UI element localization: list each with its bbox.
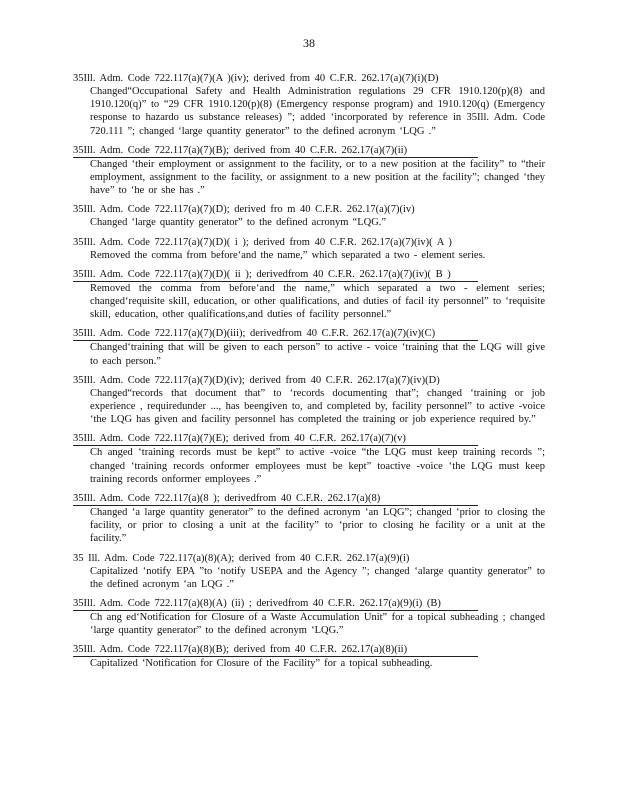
annotation-text: Changed“Occupational Safety and Health Administration regulations 29 CFR 1910.120(p)(8) and 1910.120(q)” to “29 CFR 1910.120(p)(8) (Emergency response program) and 1910.120(q) (Emergency response to hazardo us substance releases) ”; added ‘incorporated by reference in 35Ill. Adm. Code 720.111 ”; changed ‘large quantity generator” to the defined acronym ‘LQG .” (90, 86, 545, 137)
annotation-text: Changed‘training that will be given to each person” to active - voice ‘training that the LQG will give to each person.” (90, 342, 545, 367)
annotation-text: Capitalized ‘notify EPA ”to ‘notify USEPA and the Agency ”; changed ‘alarge quantity generator” to the defined acronym ‘an LQG .” (90, 565, 545, 590)
annotation-entry (73, 236, 545, 262)
annotation-entry (73, 203, 545, 229)
annotation-text: Changed ‘a large quantity generator” to the defined acronym ‘an LQG”; changed ‘prior to closing the facility, or prior to closing a unit at the facility” to ‘prior to closing he facility or a unit at the facility.” (90, 507, 545, 545)
annotation-entry (73, 144, 545, 198)
citation: 35Ill. Adm. Code 722.117(a)(7)(D)(iv); derived from 40 C.F.R. 262.17(a)(7)(iv)(D) (73, 374, 440, 386)
annotation-text: Changed ‘their employment or assignment to the facility, or to a new position at the facility” to “their employment, assignment to the facility, or assignment to a new position at the facility”; changed ‘they have” to ‘he or she has .” (90, 158, 545, 197)
annotation-text: Capitalized ‘Notification for Closure of the Facility” for a topical subheading. (90, 658, 433, 670)
annotation-entry (73, 492, 545, 546)
citation: 35Ill. Adm. Code 722.117(a)(8 ); derivedfrom 40 C.F.R. 262.17(a)(8) (73, 492, 478, 506)
annotation-entry (73, 268, 545, 322)
citation: 35 Ill. Adm. Code 722.117(a)(8)(A); derived from 40 C.F.R. 262.17(a)(9)(i) (73, 552, 410, 564)
citation: 35Ill. Adm. Code 722.117(a)(7)(B); derived from 40 C.F.R. 262.17(a)(7)(ii) (73, 144, 478, 158)
annotation-entry (73, 327, 545, 367)
citation: 35Ill. Adm. Code 722.117(a)(7)(D); derived fro m 40 C.F.R. 262.17(a)(7)(iv) (73, 204, 415, 216)
citation: 35Ill. Adm. Code 722.117(a)(7)(E); derived from 40 C.F.R. 262.17(a)(7)(v) (73, 432, 478, 446)
annotation-entry (73, 72, 545, 138)
annotation-entry (73, 643, 545, 670)
citation: 35Ill. Adm. Code 722.117(a)(8)(B); derived from 40 C.F.R. 262.17(a)(8)(ii) (73, 643, 478, 657)
citation: 35Ill. Adm. Code 722.117(a)(7)(D)( ii ); derivedfrom 40 C.F.R. 262.17(a)(7)(iv)( B ) (73, 268, 478, 282)
annotation-entry (73, 597, 545, 637)
citation: 35Ill. Adm. Code 722.117(a)(8)(A) (ii) ; derivedfrom 40 C.F.R. 262.17(a)(9)(i) (B) (73, 597, 478, 611)
annotation-entry (73, 432, 545, 486)
annotation-text: Changed ‘large quantity generator” to the defined acronym “LQG.” (90, 217, 387, 229)
annotation-text: Removed the comma from before‘and the name,” which separated a two - element series. (90, 249, 486, 261)
annotation-list (73, 72, 545, 677)
citation: 35Ill. Adm. Code 722.117(a)(7)(A )(iv); derived from 40 C.F.R. 262.17(a)(7)(i)(D) (73, 73, 439, 84)
annotation-text: Ch anged ‘training records must be kept” to active -voice “the LQG must keep training records ”; changed ‘training records onformer employees must be kept” toactive -voice ‘the LQG must keep training records onformer employees .” (90, 447, 545, 485)
citation: 35Ill. Adm. Code 722.117(a)(7)(D)(iii); derivedfrom 40 C.F.R. 262.17(a)(7)(iv)(C) (73, 327, 478, 341)
citation: 35Ill. Adm. Code 722.117(a)(7)(D)( i ); derived from 40 C.F.R. 262.17(a)(7)(iv)( A ) (73, 236, 452, 248)
annotation-text: Removed the comma from before‘and the name,” which separated a two - element series; changed‘requisite skill, education, or other qualifications, and duties of facil ity personnel” to ‘requisite skill, education, other qualifications,and duties of facility personnel.” (90, 282, 545, 321)
annotation-text: Changed“records that document that” to ‘records documenting that”; changed ‘training or job experience , requiredunder ..., has beengiven to, and completed by, facility personnel” to active -voice ‘the LQG has given and facility personnel has completed the training or job experience required by.” (90, 387, 545, 426)
annotation-text: Ch ang ed‘Notification for Closure of a Waste Accumulation Unit” for a topical subheading ; changed ‘large quantity generator” to the defined acronym ‘LQG.” (90, 612, 545, 637)
annotation-entry (73, 552, 545, 591)
annotation-entry (73, 374, 545, 427)
page-number: 38 (303, 36, 315, 50)
